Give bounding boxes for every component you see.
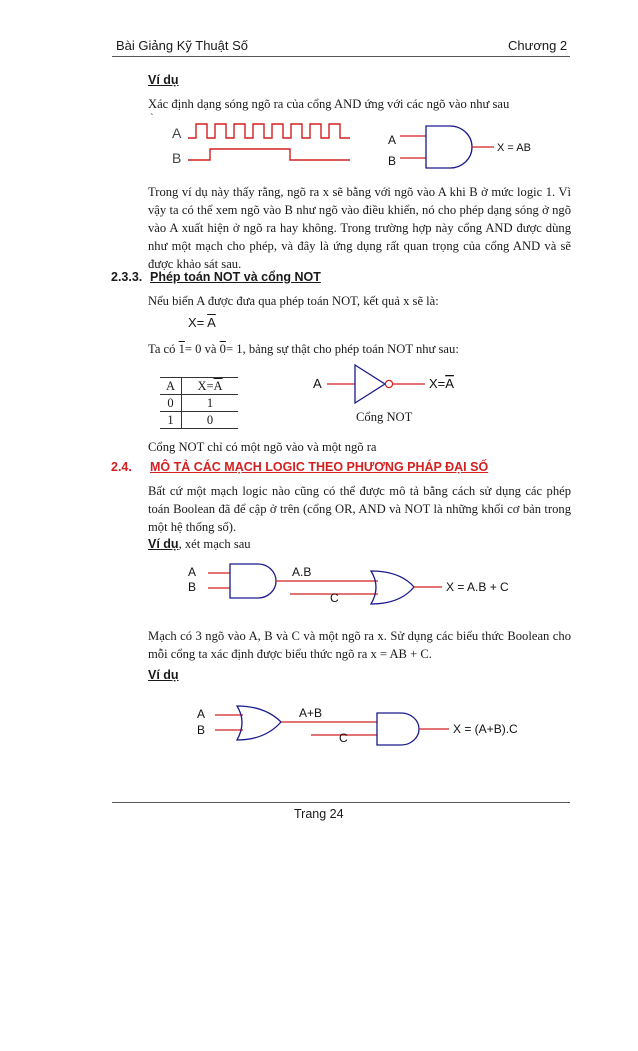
paragraph-and-enable: Trong ví dụ này thấy rằng, ngõ ra x sẽ bằng với ngõ vào A khi B ở mức logic 1. Vì vậy ta có thể xem ngõ vào B như ngõ vào điều khiển, nó cho phép dạng sóng ở ngõ vào A xuất hiện ở ngõ ra hay không. Trong trường hợp này cổng AND được dùng như một mạch cho phép, và đây là ứng dụng rất quan trọng của cổng AND và sẽ được khảo sát sau.	[148, 185, 571, 271]
and-input-b-label: B	[388, 154, 397, 168]
and-input-a-label: A	[388, 133, 397, 147]
paragraph-circuit-expression: Mạch có 3 ngõ vào A, B và C và một ngõ ra x. Sử dụng các biểu thức Boolean cho mỗi cổng ta xác định được biểu thức ngõ ra x = AB + C.	[148, 629, 571, 661]
circuit3-or-gate	[237, 706, 281, 740]
wave-a	[188, 124, 350, 138]
not-truth-intro	[148, 340, 578, 358]
not-eq-rhs: $\overline{A}$	[207, 315, 216, 330]
truth-row	[160, 395, 238, 412]
paragraph-boolean: Bất cứ một mạch logic nào cũng có thể được mô tả bằng cách sử dụng các phép toán Boolean đã để cập ở trên (cổng OR, AND và NOT là những khối cơ bản trong một hệ thống số).	[148, 484, 571, 534]
not-eq-lhs: X=	[188, 315, 205, 330]
example2-label: Ví dụ	[148, 537, 179, 551]
not-input-label: A	[313, 376, 322, 391]
text-one-bar: 1	[178, 342, 185, 356]
circuit3-label-c: C	[339, 731, 348, 745]
section-title-233: Phép toán NOT và cổng NOT	[150, 270, 321, 284]
circuit2-label-mid: A.B	[292, 565, 312, 579]
circuit3-and-gate	[377, 713, 419, 745]
not-equation	[188, 315, 216, 330]
and-waveform-figure	[160, 118, 550, 176]
truth-header-row	[160, 378, 238, 395]
section-number-24: 2.4.	[111, 460, 132, 474]
footer-rule	[112, 802, 570, 803]
circuit3-label-mid: A+B	[299, 706, 323, 720]
example2-suffix: , xét mạch sau	[178, 537, 251, 551]
not-bubble	[385, 380, 392, 387]
text-eq-zero: = 0	[184, 342, 202, 356]
not-truth-table	[160, 377, 238, 429]
wave-label-b: B	[172, 150, 182, 166]
circuit-or-and-figure	[185, 700, 530, 750]
and-output-label: X = AB	[497, 142, 531, 154]
text-truth-post: , bảng sự thật cho phép toán NOT như sau:	[242, 342, 459, 356]
example2-heading	[148, 537, 251, 552]
truth-cell: 0	[182, 412, 239, 429]
circuit3-label-b: B	[197, 723, 206, 737]
stray-backtick: `	[150, 112, 154, 124]
truth-row	[160, 412, 238, 429]
circuit-and-or-figure	[180, 560, 520, 610]
header-title: Bài Giảng Kỹ Thuật Số	[116, 38, 249, 53]
truth-cell: 1	[182, 395, 239, 412]
truth-header-a: A	[160, 378, 182, 395]
circuit2-label-b: B	[188, 580, 197, 594]
header-chapter: Chương 2	[508, 38, 568, 53]
not-intro: Nếu biến A được đưa qua phép toán NOT, kết quả x sẽ là:	[148, 294, 439, 308]
circuit2-and-gate	[230, 564, 276, 598]
example3-label: Ví dụ	[148, 668, 179, 682]
and-gate-symbol	[426, 126, 472, 168]
wave-b	[188, 149, 350, 160]
not-summary: Cổng NOT chỉ có một ngõ vào và một ngõ ra	[148, 440, 377, 454]
section-number-233: 2.3.3.	[111, 270, 143, 284]
example1-text: Xác định dạng sóng ngõ ra của cổng AND ứng với các ngõ vào như sau	[148, 97, 510, 111]
circuit2-or-gate	[371, 571, 414, 604]
circuit3-label-a: A	[197, 707, 206, 721]
example1-label: Ví dụ	[148, 73, 179, 87]
truth-header-x: $X=\overline{A}$	[182, 378, 239, 395]
not-gate-symbol	[355, 365, 385, 403]
not-gate-figure	[305, 360, 475, 410]
circuit2-label-a: A	[188, 565, 197, 579]
circuit3-label-out: X = (A+B).C	[453, 722, 518, 736]
header-rule	[112, 56, 570, 57]
section-title-24: MÔ TẢ CÁC MẠCH LOGIC THEO PHƯƠNG PHÁP ĐẠI SỐ	[150, 460, 489, 474]
truth-cell: 0	[160, 395, 182, 412]
not-output-label: X=A	[429, 376, 454, 391]
wave-label-a: A	[172, 125, 182, 141]
text-zero-bar: 0	[219, 342, 226, 356]
circuit2-label-out: X = A.B + C	[446, 580, 509, 594]
not-gate-caption: Cổng NOT	[356, 410, 413, 424]
truth-cell: 1	[160, 412, 182, 429]
circuit2-label-c: C	[330, 591, 339, 605]
text-eq-one: = 1	[225, 342, 243, 356]
page-number: Trang 24	[294, 807, 344, 821]
text-and: và	[204, 342, 217, 356]
text-ta-co: Ta có	[148, 342, 176, 356]
